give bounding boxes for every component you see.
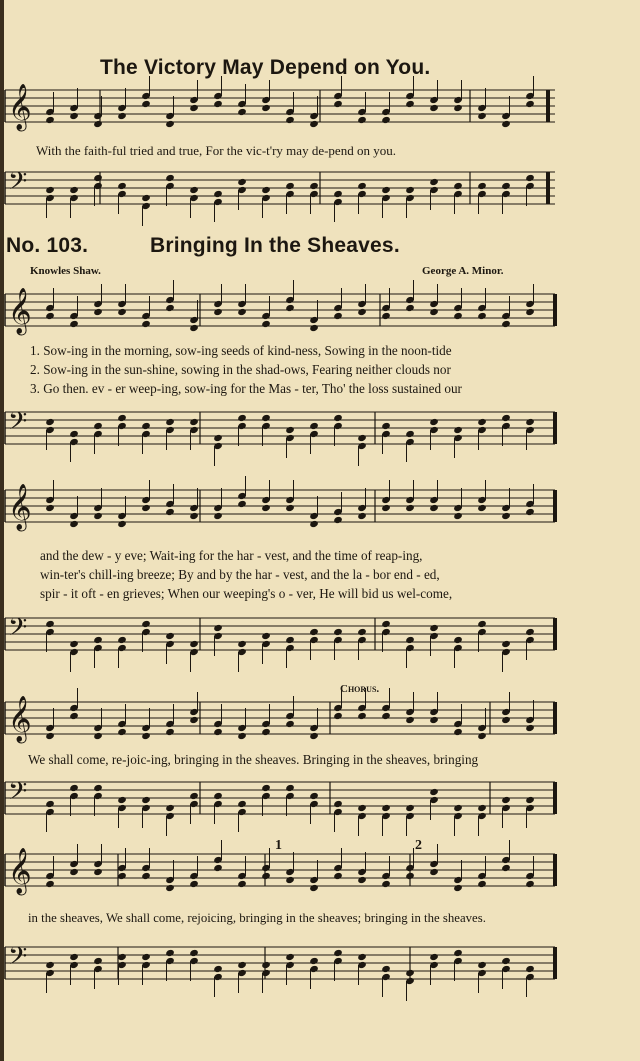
note-head bbox=[429, 178, 439, 186]
note-head bbox=[237, 732, 247, 740]
note-head bbox=[45, 186, 55, 194]
note-head bbox=[93, 636, 103, 644]
note-head bbox=[237, 500, 247, 508]
note-head bbox=[237, 108, 247, 116]
note-head bbox=[261, 784, 271, 792]
note-head bbox=[309, 628, 319, 636]
treble-staff bbox=[0, 288, 640, 336]
note-head bbox=[141, 320, 151, 328]
note-head bbox=[93, 120, 103, 128]
note-head bbox=[165, 304, 175, 312]
note-head bbox=[141, 504, 151, 512]
note-head bbox=[285, 953, 295, 961]
note-head bbox=[45, 312, 55, 320]
note-head bbox=[309, 324, 319, 332]
note-head bbox=[357, 876, 367, 884]
note-head bbox=[501, 640, 511, 648]
note-head bbox=[357, 712, 367, 720]
bass-staff bbox=[0, 613, 640, 660]
treble-clef: 𝄞 bbox=[8, 696, 32, 742]
note-head bbox=[501, 864, 511, 872]
bass-clef: 𝄢 bbox=[8, 167, 28, 202]
note-head bbox=[309, 120, 319, 128]
treble-clef: 𝄞 bbox=[8, 848, 32, 894]
note-head bbox=[165, 508, 175, 516]
note-head bbox=[381, 712, 391, 720]
note-head bbox=[237, 880, 247, 888]
treble-staff bbox=[0, 484, 640, 532]
note-head bbox=[261, 414, 271, 422]
note-head bbox=[333, 949, 343, 957]
note-head bbox=[45, 880, 55, 888]
note-head bbox=[477, 961, 487, 969]
note-head bbox=[165, 728, 175, 736]
note-head bbox=[477, 504, 487, 512]
note-head bbox=[117, 308, 127, 316]
note-head bbox=[93, 308, 103, 316]
bass-clef: 𝄢 bbox=[8, 777, 28, 812]
note-head bbox=[93, 174, 103, 182]
note-head bbox=[453, 426, 463, 434]
hymn-title: Bringing In the Sheaves. bbox=[150, 234, 400, 257]
note-head bbox=[453, 804, 463, 812]
note-head bbox=[525, 418, 535, 426]
note-head bbox=[45, 732, 55, 740]
note-head bbox=[357, 434, 367, 442]
note-head bbox=[141, 953, 151, 961]
note-head bbox=[117, 636, 127, 644]
verse-line-2: 2. Sow-ing in the sun-shine, sowing in the shad-ows, Fearing neither clouds nor bbox=[30, 362, 451, 377]
note-head bbox=[429, 624, 439, 632]
composer: George A. Minor. bbox=[422, 265, 504, 277]
note-head bbox=[501, 120, 511, 128]
second-ending-label: 2 bbox=[415, 838, 422, 853]
previous-hymn-title: The Victory May Depend on You. bbox=[100, 56, 431, 79]
note-head bbox=[189, 640, 199, 648]
note-head bbox=[237, 640, 247, 648]
note-head bbox=[477, 732, 487, 740]
note-head bbox=[45, 620, 55, 628]
note-head bbox=[189, 949, 199, 957]
note-head bbox=[189, 186, 199, 194]
bass-staff bbox=[0, 407, 640, 454]
note-head bbox=[501, 957, 511, 965]
note-head bbox=[189, 716, 199, 724]
note-head bbox=[381, 116, 391, 124]
note-head bbox=[525, 965, 535, 973]
note-head bbox=[477, 182, 487, 190]
note-head bbox=[213, 308, 223, 316]
note-head bbox=[525, 880, 535, 888]
note-head bbox=[429, 504, 439, 512]
note-head bbox=[357, 308, 367, 316]
note-head bbox=[69, 430, 79, 438]
note-head bbox=[141, 796, 151, 804]
note-head bbox=[285, 720, 295, 728]
bass-clef: 𝄢 bbox=[8, 407, 28, 442]
note-head bbox=[45, 418, 55, 426]
note-head bbox=[333, 872, 343, 880]
note-head bbox=[405, 430, 415, 438]
note-head bbox=[309, 957, 319, 965]
note-head bbox=[381, 804, 391, 812]
note-head bbox=[69, 112, 79, 120]
note-head bbox=[285, 636, 295, 644]
note-head bbox=[189, 418, 199, 426]
note-head bbox=[45, 504, 55, 512]
note-head bbox=[429, 104, 439, 112]
note-head bbox=[69, 320, 79, 328]
note-head bbox=[501, 320, 511, 328]
note-head bbox=[357, 804, 367, 812]
note-head bbox=[189, 324, 199, 332]
note-head bbox=[141, 872, 151, 880]
treble-clef: 𝄞 bbox=[8, 84, 32, 130]
note-head bbox=[429, 418, 439, 426]
note-head bbox=[165, 884, 175, 892]
note-head bbox=[525, 308, 535, 316]
note-head bbox=[213, 792, 223, 800]
note-head bbox=[453, 182, 463, 190]
note-head bbox=[285, 504, 295, 512]
note-head bbox=[117, 182, 127, 190]
note-head bbox=[213, 728, 223, 736]
note-head bbox=[501, 414, 511, 422]
note-head bbox=[405, 716, 415, 724]
note-head bbox=[45, 116, 55, 124]
note-head bbox=[93, 868, 103, 876]
note-head bbox=[117, 728, 127, 736]
note-head bbox=[357, 628, 367, 636]
note-head bbox=[165, 632, 175, 640]
note-head bbox=[117, 112, 127, 120]
hymn-number: No. 103. bbox=[6, 234, 89, 257]
note-head bbox=[333, 100, 343, 108]
chorus-lyric-line: We shall come, re-joic-ing, bringing in the sheaves. Bringing in the sheaves, bringing bbox=[28, 752, 479, 767]
note-head bbox=[69, 520, 79, 528]
note-head bbox=[525, 796, 535, 804]
note-head bbox=[261, 728, 271, 736]
note-head bbox=[285, 876, 295, 884]
note-head bbox=[261, 104, 271, 112]
chorus-label: Chorus. bbox=[340, 683, 380, 695]
note-head bbox=[165, 418, 175, 426]
note-head bbox=[525, 100, 535, 108]
note-head bbox=[429, 868, 439, 876]
note-head bbox=[93, 957, 103, 965]
verse-line-1: 1. Sow-ing in the morning, sow-ing seeds of kind-ness, Sowing in the noon-tide bbox=[30, 343, 452, 358]
note-head bbox=[237, 178, 247, 186]
note-head bbox=[405, 872, 415, 880]
note-head bbox=[69, 784, 79, 792]
note-head bbox=[309, 422, 319, 430]
note-head bbox=[141, 620, 151, 628]
note-head bbox=[69, 186, 79, 194]
note-head bbox=[309, 520, 319, 528]
note-head bbox=[357, 512, 367, 520]
note-head bbox=[69, 953, 79, 961]
note-head bbox=[453, 104, 463, 112]
note-head bbox=[333, 516, 343, 524]
verse-line-2: win-ter's chill-ing breeze; By and by the har - vest, and the la - bor end - ed, bbox=[40, 567, 440, 582]
note-head bbox=[381, 880, 391, 888]
note-head bbox=[165, 120, 175, 128]
treble-staff bbox=[0, 848, 640, 896]
note-head bbox=[93, 422, 103, 430]
note-head bbox=[237, 414, 247, 422]
note-head bbox=[213, 434, 223, 442]
treble-staff bbox=[0, 696, 640, 744]
note-head bbox=[213, 864, 223, 872]
note-head bbox=[381, 186, 391, 194]
note-head bbox=[237, 800, 247, 808]
note-head bbox=[261, 872, 271, 880]
note-head bbox=[117, 953, 127, 961]
note-head bbox=[453, 949, 463, 957]
note-head bbox=[285, 304, 295, 312]
note-head bbox=[405, 504, 415, 512]
note-head bbox=[501, 182, 511, 190]
note-head bbox=[429, 308, 439, 316]
note-head bbox=[117, 414, 127, 422]
note-head bbox=[477, 880, 487, 888]
note-head bbox=[45, 961, 55, 969]
verse-line-1: and the dew - y eve; Wait-ing for the har - vest, and the time of reap-ing, bbox=[40, 548, 423, 563]
note-head bbox=[381, 620, 391, 628]
note-head bbox=[405, 636, 415, 644]
note-head bbox=[261, 504, 271, 512]
note-head bbox=[477, 804, 487, 812]
bass-staff bbox=[0, 777, 640, 824]
note-head bbox=[165, 949, 175, 957]
lyricist: Knowles Shaw. bbox=[30, 265, 101, 277]
note-head bbox=[93, 784, 103, 792]
note-head bbox=[309, 884, 319, 892]
note-head bbox=[213, 624, 223, 632]
bass-clef: 𝄢 bbox=[8, 942, 28, 977]
note-head bbox=[333, 312, 343, 320]
treble-clef: 𝄞 bbox=[8, 288, 32, 334]
note-head bbox=[429, 953, 439, 961]
note-head bbox=[213, 965, 223, 973]
note-head bbox=[381, 504, 391, 512]
lyric-line: With the faith-ful tried and true, For the vic-t'ry may de-pend on you. bbox=[36, 143, 396, 158]
note-head bbox=[213, 512, 223, 520]
note-head bbox=[261, 632, 271, 640]
note-head bbox=[453, 884, 463, 892]
note-head bbox=[525, 628, 535, 636]
treble-staff bbox=[0, 84, 640, 132]
note-head bbox=[117, 796, 127, 804]
note-head bbox=[93, 732, 103, 740]
note-head bbox=[141, 194, 151, 202]
note-head bbox=[357, 953, 367, 961]
note-head bbox=[237, 961, 247, 969]
note-head bbox=[333, 712, 343, 720]
note-head bbox=[477, 312, 487, 320]
note-head bbox=[117, 520, 127, 528]
note-head bbox=[189, 512, 199, 520]
note-head bbox=[213, 100, 223, 108]
verse-line-3: spir - it oft - en grieves; When our weeping's o - ver, He will bid us wel-come, bbox=[40, 586, 453, 601]
note-head bbox=[309, 182, 319, 190]
note-head bbox=[141, 422, 151, 430]
note-head bbox=[117, 872, 127, 880]
note-head bbox=[285, 182, 295, 190]
note-head bbox=[525, 724, 535, 732]
note-head bbox=[333, 190, 343, 198]
note-head bbox=[261, 961, 271, 969]
note-head bbox=[165, 804, 175, 812]
note-head bbox=[525, 174, 535, 182]
chorus-lyric-line: in the sheaves, We shall come, rejoicing, bringing in the sheaves; bringing in the sheaves. bbox=[28, 911, 486, 925]
note-head bbox=[237, 308, 247, 316]
note-head bbox=[525, 508, 535, 516]
note-head bbox=[429, 716, 439, 724]
note-head bbox=[45, 800, 55, 808]
note-head bbox=[141, 732, 151, 740]
note-head bbox=[381, 965, 391, 973]
note-head bbox=[477, 418, 487, 426]
bass-staff bbox=[0, 167, 640, 214]
note-head bbox=[381, 312, 391, 320]
note-head bbox=[189, 792, 199, 800]
note-head bbox=[309, 792, 319, 800]
note-head bbox=[429, 788, 439, 796]
note-head bbox=[93, 512, 103, 520]
bass-staff bbox=[0, 942, 640, 989]
note-head bbox=[405, 100, 415, 108]
note-head bbox=[501, 512, 511, 520]
note-head bbox=[453, 512, 463, 520]
note-head bbox=[189, 104, 199, 112]
bass-clef: 𝄢 bbox=[8, 613, 28, 648]
note-head bbox=[333, 414, 343, 422]
note-head bbox=[333, 628, 343, 636]
note-head bbox=[453, 636, 463, 644]
note-head bbox=[213, 190, 223, 198]
note-head bbox=[261, 320, 271, 328]
note-head bbox=[333, 800, 343, 808]
note-head bbox=[405, 304, 415, 312]
first-ending-label: 1 bbox=[275, 838, 282, 853]
note-head bbox=[501, 716, 511, 724]
note-head bbox=[189, 880, 199, 888]
note-head bbox=[69, 640, 79, 648]
note-head bbox=[405, 804, 415, 812]
note-head bbox=[165, 174, 175, 182]
note-head bbox=[69, 868, 79, 876]
note-head bbox=[501, 796, 511, 804]
note-head bbox=[453, 312, 463, 320]
note-head bbox=[285, 426, 295, 434]
note-head bbox=[381, 422, 391, 430]
note-head bbox=[357, 182, 367, 190]
note-head bbox=[405, 186, 415, 194]
note-head bbox=[309, 732, 319, 740]
note-head bbox=[141, 100, 151, 108]
note-head bbox=[405, 969, 415, 977]
note-head bbox=[69, 712, 79, 720]
note-head bbox=[285, 116, 295, 124]
note-head bbox=[285, 784, 295, 792]
treble-clef: 𝄞 bbox=[8, 484, 32, 530]
note-head bbox=[477, 620, 487, 628]
note-head bbox=[261, 186, 271, 194]
verse-line-3: 3. Go then. ev - er weep-ing, sow-ing for the Mas - ter, Tho' the loss sustained our bbox=[30, 381, 462, 396]
note-head bbox=[357, 116, 367, 124]
note-head bbox=[477, 112, 487, 120]
note-head bbox=[453, 728, 463, 736]
